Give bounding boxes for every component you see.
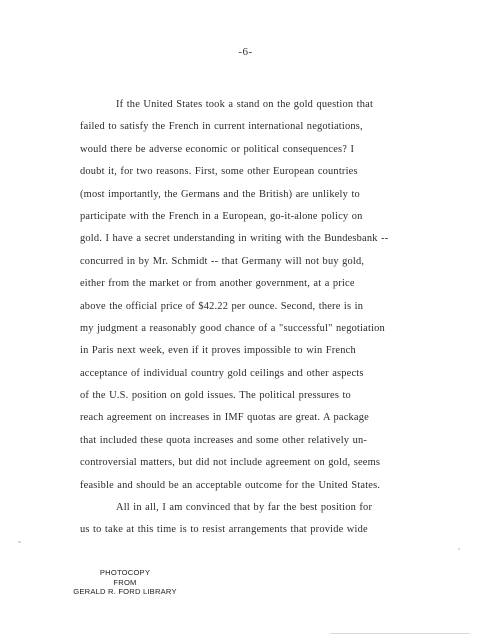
text-line: of the U.S. position on gold issues. The political pressures to — [80, 390, 351, 402]
text-line: would there be adverse economic or political consequences? I — [80, 143, 355, 155]
page-number: -6- — [238, 46, 253, 58]
text-line: concurred in by Mr. Schmidt -- that Germany will not buy gold, — [80, 255, 365, 267]
text-line: above the official price of $42.22 per ounce. Second, there is in — [80, 300, 364, 312]
text-line: either from the market or from another government, at a price — [80, 278, 355, 290]
text-line: us to take at this time is to resist arrangements that provide wide — [80, 524, 368, 536]
text-line: feasible and should be an acceptable outcome for the United States. — [80, 479, 381, 491]
library-stamp — [60, 568, 190, 597]
text-line: participate with the French in a European, go-it-alone policy on — [80, 210, 363, 222]
body-text — [80, 94, 440, 542]
text-line: If the United States took a stand on the gold question that — [116, 99, 374, 110]
text-line: (most importantly, the Germans and the British) are unlikely to — [80, 188, 360, 200]
stamp-line-from: FROM — [113, 577, 137, 587]
text-line: gold. I have a secret understanding in writing with the Bundesbank -- — [80, 233, 389, 245]
text-line: doubt it, for two reasons. First, some other European countries — [80, 166, 358, 178]
scan-edge-line — [330, 633, 470, 634]
stamp-line-photocopy: PHOTOCOPY — [99, 568, 151, 577]
text-line: failed to satisfy the French in current international negotiations, — [80, 121, 363, 133]
text-line: controversial matters, but did not include agreement on gold, seems — [80, 457, 381, 469]
scan-speck — [458, 548, 460, 550]
text-line: in Paris next week, even if it proves impossible to win French — [80, 345, 356, 357]
text-line: reach agreement on increases in IMF quotas are great. A package — [80, 412, 369, 424]
text-line: acceptance of individual country gold ceilings and other aspects — [80, 367, 364, 379]
text-line: my judgment a reasonably good chance of a "successful" negotiation — [80, 322, 385, 334]
scan-speck — [18, 541, 21, 543]
text-line: All in all, I am convinced that by far the best position for — [116, 502, 373, 514]
text-line: that included these quota increases and some other relatively un- — [80, 434, 368, 446]
stamp-line-library: GERALD R. FORD LIBRARY — [73, 587, 177, 597]
